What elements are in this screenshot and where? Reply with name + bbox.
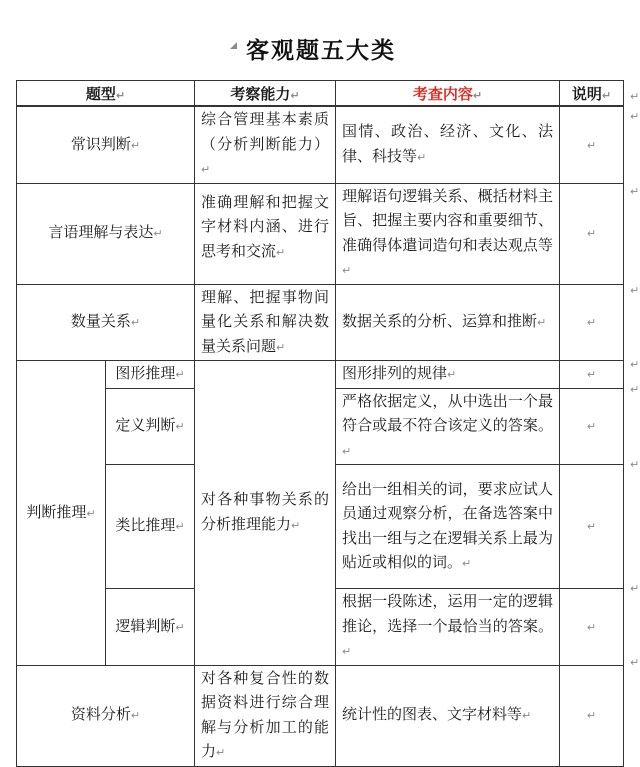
header-content: 考查内容↵	[336, 81, 560, 107]
title-row	[0, 32, 640, 72]
type-cell: 判断推理↵	[17, 361, 106, 666]
collapse-triangle-icon[interactable]	[230, 42, 237, 49]
row-end-mark: ↵	[630, 383, 640, 396]
content-cell: 给出一组相关的词，要求应试人员通过观察分析，在备选答案中找出一组与之在逻辑关系上最为贴近或相似的词。↵	[336, 465, 560, 589]
note-cell: ↵	[560, 665, 624, 766]
note-cell: ↵	[560, 465, 624, 589]
header-type: 题型↵	[17, 81, 195, 107]
row-end-mark: ↵	[630, 185, 640, 198]
subtype-cell: 逻辑判断↵	[106, 589, 195, 666]
type-cell: 数量关系↵	[17, 284, 195, 361]
row-end-mark: ↵	[630, 582, 640, 595]
row-end-mark: ↵	[630, 656, 640, 669]
content-cell: 统计性的图表、文字材料等↵	[336, 665, 560, 766]
table-row	[17, 361, 624, 389]
header-ability: 考察能力↵	[195, 81, 336, 107]
row-end-mark: ↵	[630, 90, 640, 103]
type-cell: 常识判断↵	[17, 106, 195, 183]
note-cell: ↵	[560, 183, 624, 284]
ability-cell: 对各种复合性的数据资料进行综合理解与分析加工的能力↵	[195, 665, 336, 766]
note-cell: ↵	[560, 361, 624, 389]
note-cell: ↵	[560, 284, 624, 361]
ability-cell: 综合管理基本素质（分析判断能力）↵	[195, 106, 336, 183]
note-cell: ↵	[560, 388, 624, 465]
content-cell: 理解语句逻辑关系、概括材料主旨、把握主要内容和重要细节、准确得体遣词造句和表达观点等↵	[336, 183, 560, 284]
subtype-cell: 类比推理↵	[106, 465, 195, 589]
question-type-table	[16, 80, 624, 767]
type-cell: 资料分析↵	[17, 665, 195, 766]
ability-cell: 准确理解和把握文字材料内涵、进行思考和交流↵	[195, 183, 336, 284]
content-cell: 根据一段陈述，运用一定的逻辑推论，选择一个最恰当的答案。↵	[336, 589, 560, 666]
content-cell: 国情、政治、经济、文化、法律、科技等↵	[336, 106, 560, 183]
table-row	[17, 106, 624, 183]
ability-cell: 对各种事物关系的分析推理能力↵	[195, 361, 336, 666]
table-header-row	[17, 81, 624, 107]
row-end-mark: ↵	[630, 284, 640, 297]
table-row	[17, 665, 624, 766]
table-row	[17, 183, 624, 284]
row-end-mark: ↵	[630, 358, 640, 371]
table-row	[17, 284, 624, 361]
page-title: 客观题五大类	[246, 37, 396, 64]
content-cell: 严格依据定义，从中选出一个最符合或最不符合该定义的答案。↵	[336, 388, 560, 465]
subtype-cell: 定义判断↵	[106, 388, 195, 465]
type-cell: 言语理解与表达↵	[17, 183, 195, 284]
ability-cell: 理解、把握事物间量化关系和解决数量关系问题↵	[195, 284, 336, 361]
note-cell: ↵	[560, 589, 624, 666]
row-end-mark: ↵	[630, 458, 640, 471]
content-cell: 数据关系的分析、运算和推断↵	[336, 284, 560, 361]
content-cell: 图形排列的规律↵	[336, 361, 560, 389]
header-note: 说明↵	[560, 81, 624, 107]
row-end-mark: ↵	[630, 110, 640, 123]
note-cell: ↵	[560, 106, 624, 183]
subtype-cell: 图形推理↵	[106, 361, 195, 389]
